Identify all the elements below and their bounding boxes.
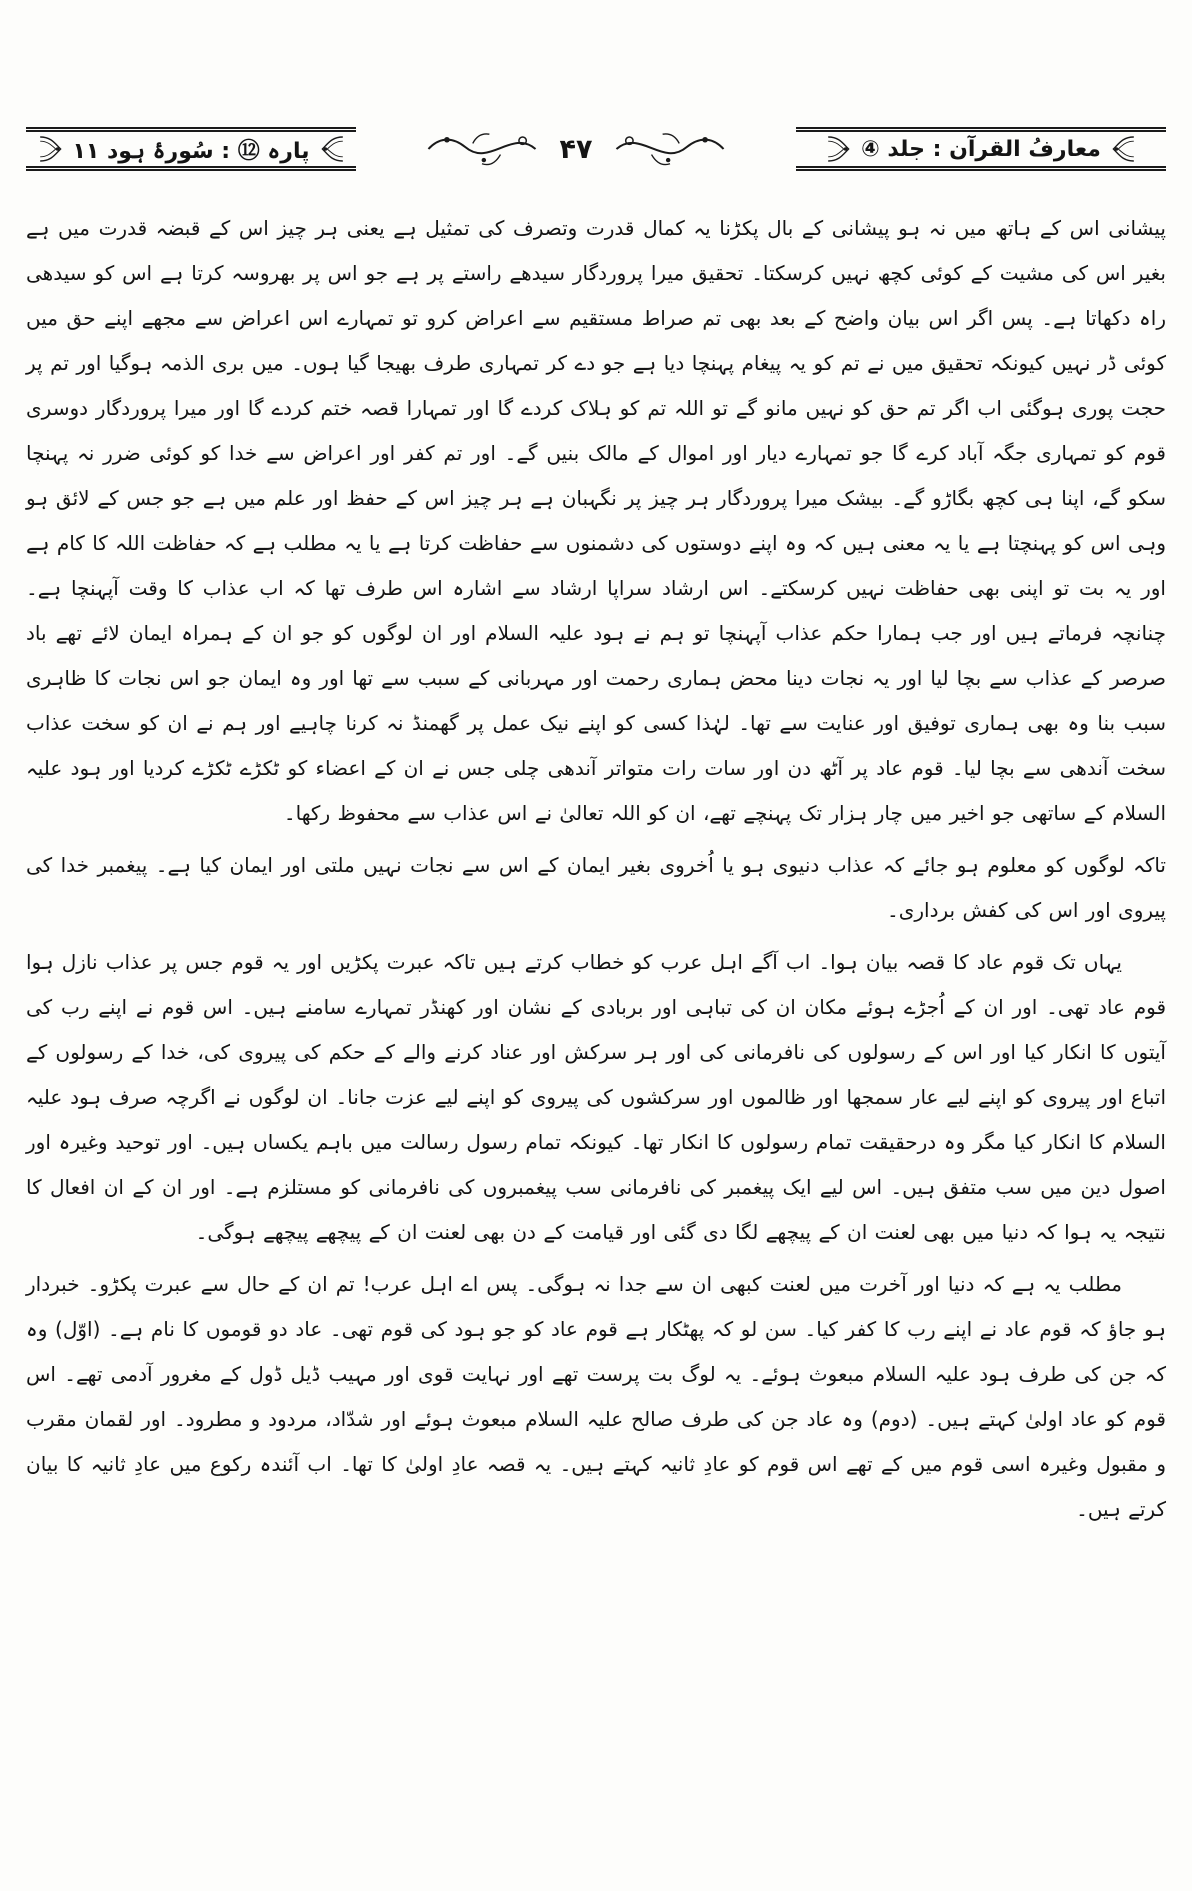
- book-title: معارفُ القرآن : جلد ④: [861, 136, 1101, 162]
- ornament-finial-icon: [1111, 130, 1135, 168]
- ornament-finial-icon: [827, 130, 851, 168]
- paragraph: یہاں تک قوم عاد کا قصہ بیان ہوا۔ اب آگے اہل عرب کو خطاب کرتے ہیں تاکہ عبرت پکڑیں اور یہ قوم جس پر عذاب نازل ہوا قوم عاد تھی۔ اور ان کے اُجڑے ہوئے مکان ان کی تباہی اور بربادی کے نشان اور کھنڈر تمہارے سامنے ہیں۔ اس قوم نے اپنے رب کی آیتوں کا انکار کیا اور اس کے رسولوں کی نافرمانی کی اور ہر سرکش اور عناد کرنے والے کے حکم کی پیروی کی، خدا کے رسولوں کے اتباع اور پیروی کو اپنے لیے عار سمجھا اور ظالموں اور سرکشوں کی پیروی کو اپنے لیے عزت جانا۔ ان لوگوں نے اگرچہ صرف ہود علیہ السلام کا انکار کیا مگر وہ درحقیقت تمام رسولوں کا انکار تھا۔ کیونکہ تمام رسول رسالت میں باہم یکساں ہیں۔ اور توحید وغیرہ اور اصول دین میں سب متفق ہیں۔ اس لیے ایک پیغمبر کی نافرمانی سب پیغمبروں کی نافرمانی کو مستلزم ہے۔ اور ان کے ان افعال کا نتیجہ یہ ہوا کہ دنیا میں بھی لعنت ان کے پیچھے لگا دی گئی اور قیامت کے دن بھی لعنت ان کے پیچھے پیچھے ہوگی۔: [26, 950, 1166, 1244]
- page-body-text: [26, 206, 1166, 1532]
- floral-vine-icon: [422, 125, 542, 173]
- section-title: پارہ ⑫ : سُورۂ ہود ۱۱: [72, 138, 310, 164]
- paragraph: پیشانی اس کے ہاتھ میں نہ ہو پیشانی کے بال پکڑنا یہ کمال قدرت وتصرف کی تمثیل ہے یعنی ہر چیز اس کے قبضہ قدرت میں ہے بغیر اس کی مشیت کے کوئی کچھ نہیں کرسکتا۔ تحقیق میرا پروردگار سیدھے راستے پر ہے جو اس پر بھروسہ کرتا ہے اس کو سیدھی راہ دکھاتا ہے۔ پس اگر اس بیان واضح کے بعد بھی تم صراط مستقیم سے اعراض کرو تو تمہارے اس اعراض سے مجھے اپنے حق میں کوئی ڈر نہیں کیونکہ تحقیق میں نے تم کو یہ پیغام پہنچا دیا ہے جو دے کر تمہاری طرف بھیجا گیا ہوں۔ میں بری الذمہ ہوگیا اور تم پر حجت پوری ہوگئی اب اگر تم حق کو نہیں مانو گے تو اللہ تم کو ہلاک کردے گا اور تمہارا قصہ ختم کردے گا اور میرا پروردگار دوسری قوم کو تمہاری جگہ آباد کرے گا جو تمہارے دیار اور اموال کے مالک بنیں گے۔ اور تم کفر اور اعراض سے خدا کو کوئی ضرر نہ پہنچا سکو گے، اپنا ہی کچھ بگاڑو گے۔ بیشک میرا پروردگار ہر چیز پر نگہبان ہے ہر چیز اس کے حفظ اور علم میں ہے جو جس کے لائق ہو وہی اس کو پہنچتا ہے یا یہ معنی ہیں کہ وہ اپنے دوستوں کی دشمنوں سے حفاظت کرتا ہے یا یہ مطلب ہے کہ حفاظت اللہ کا کام ہے اور یہ بت تو اپنی بھی حفاظت نہیں کرسکتے۔ اس ارشاد سراپا ارشاد سے اشارہ اس طرف تھا کہ اب عذاب کا وقت آپہنچا ہے۔ چنانچہ فرماتے ہیں اور جب ہمارا حکم عذاب آپہنچا تو ہم نے ہود علیہ السلام اور ان لوگوں کو جو ان کے ہمراہ ایمان لائے تھے باد صرصر کے عذاب سے بچا لیا اور یہ نجات دینا محض ہماری رحمت اور مہربانی کے سبب سے تھا اور وہ ایمان جو اس نجات کا ظاہری سبب بنا وہ بھی ہماری توفیق اور عنایت سے تھا۔ لہٰذا کسی کو اپنے نیک عمل پر گھمنڈ نہ کرنا چاہیے اور ہم نے ان کو سخت عذاب سخت آندھی سے بچا لیا۔ قوم عاد پر آٹھ دن اور سات رات متواتر آندھی چلی جس نے ان کے اعضاء کو ٹکڑے ٹکڑے کردیا اور ہود علیہ السلام کے ساتھی جو اخیر میں چار ہزار تک پہنچے تھے، ان کو اللہ تعالیٰ نے اس عذاب سے محفوظ رکھا۔: [26, 216, 1166, 825]
- ornament-finial-icon: [320, 130, 344, 168]
- page-header: [26, 118, 1166, 180]
- floral-vine-icon: [610, 125, 730, 173]
- ornament-finial-icon: [39, 130, 63, 168]
- page-number-medallion: [364, 121, 788, 177]
- paragraph: تاکہ لوگوں کو معلوم ہو جائے کہ عذاب دنیوی ہو یا اُخروی بغیر ایمان کے اس سے نجات نہیں ملتی اور ایمان کیا ہے۔ پیغمبر خدا کی پیروی اور اس کی کفش برداری۔: [26, 853, 1166, 922]
- header-section-cartouche: [26, 127, 356, 171]
- header-book-title-cartouche: [796, 127, 1166, 171]
- page-number: ۴۷: [559, 133, 593, 165]
- paragraph: مطلب یہ ہے کہ دنیا اور آخرت میں لعنت کبھی ان سے جدا نہ ہوگی۔ پس اے اہل عرب! تم ان کے حال سے عبرت پکڑو۔ خبردار ہو جاؤ کہ قوم عاد نے اپنے رب کا کفر کیا۔ سن لو کہ پھٹکار ہے قوم عاد کو جو ہود کی قوم تھی۔ عاد دو قوموں کا نام ہے۔ (اوّل) وہ کہ جن کی طرف ہود علیہ السلام مبعوث ہوئے۔ یہ لوگ بت پرست تھے اور نہایت قوی اور مہیب ڈیل ڈول کے مغرور آدمی تھے۔ اس قوم کو عاد اولیٰ کہتے ہیں۔ (دوم) وہ عاد جن کی طرف صالح علیہ السلام مبعوث ہوئے اور شدّاد، مردود و مطرود۔ اور لقمان مقرب و مقبول وغیرہ اسی قوم میں کے تھے اس قوم کو عادِ ثانیہ کہتے ہیں۔ یہ قصہ عادِ اولیٰ کا تھا۔ اب آئندہ رکوع میں عادِ ثانیہ کا بیان کرتے ہیں۔: [26, 1272, 1166, 1521]
